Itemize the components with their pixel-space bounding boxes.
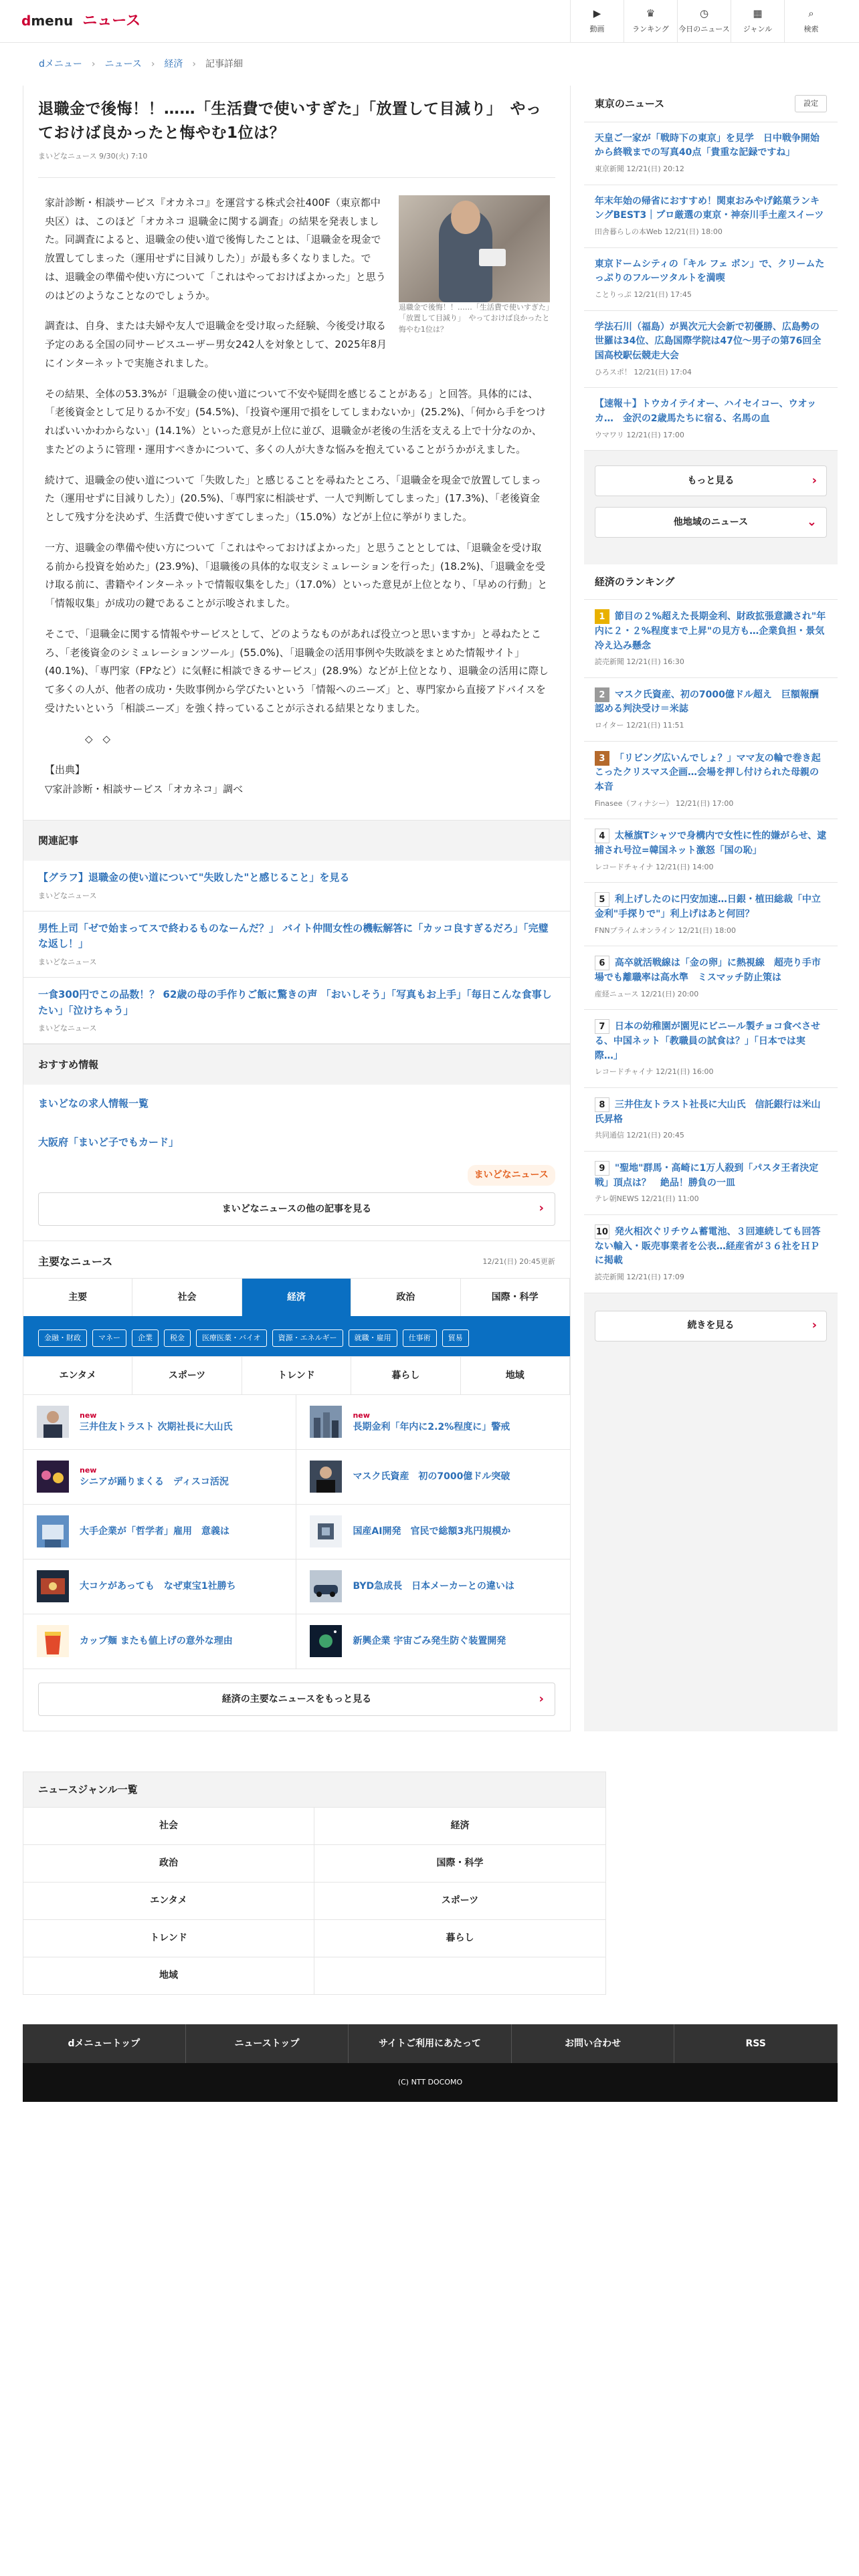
related-item[interactable]: 男性上司「ゼで始まってスで終わるものなーんだ？」 バイト仲間女性の機転解答に「カッコ良すぎるだろ」「完璧な返し！」 まいどなニュース [23, 911, 570, 978]
tokyo-news-item[interactable]: 天皇ご一家が「戦時下の東京」を見学 日中戦争開始から終戦までの写真40点「貴重な記録ですね」 東京新聞 12/21(日) 20:12 [584, 122, 838, 185]
news-thumbnail [310, 1515, 342, 1547]
breadcrumb-dmenu[interactable]: dメニュー [39, 58, 82, 70]
ranking-item[interactable]: 7 日本の幼稚園が園児にビニール製チョコ食べさせる、中国ネット「教職員の試食は？」「日本では実際…」 レコードチャイナ 12/21(日) 16:00 [584, 1010, 838, 1088]
genre-society[interactable]: 社会 [23, 1807, 314, 1844]
footer-rss[interactable]: RSS [674, 2024, 838, 2063]
chevron-right-icon: › [539, 1691, 544, 1706]
clock-icon: ◷ [699, 7, 709, 20]
tab-sports[interactable]: スポーツ [132, 1357, 242, 1394]
article-photo[interactable] [399, 195, 550, 302]
ranking-item[interactable]: 5 利上げしたのに円安加速…日銀・植田総裁「中立金利"手探りで"」利上げはあと何回？ FNNプライムオンライン 12/21(日) 18:00 [584, 883, 838, 946]
footer-dmenu-top[interactable]: dメニュートップ [23, 2024, 186, 2063]
chip[interactable]: 資源・エネルギー [272, 1329, 343, 1347]
genre-life[interactable]: 暮らし [314, 1919, 605, 1957]
article-paragraph: 一方、退職金の準備や使い方について「これはやっておけばよかった」と思うこととしては、「退職金を受け取る前から投資を始めた」(23.9%)、「退職後の具体的な収支シミュレーションを行った」(18.2%)、「退職金を受け取る前に、書籍やインターネットで情報収集をした」（17.0%）といった意見が上位となり、「早めの行動」と「情報収集」が成功の鍵であることが示唆されました。 [45, 541, 548, 610]
article [23, 86, 570, 798]
tokyo-news-item[interactable]: 東京ドームシティの「キル フェ ボン」で、クリームたっぷりのフルーツタルトを満喫 ことりっぷ 12/21(日) 17:45 [584, 248, 838, 311]
site-header [0, 0, 859, 43]
nav-genre[interactable]: ▦ ジャンル [731, 0, 784, 43]
grid-icon: ▦ [753, 7, 763, 20]
major-news-grid [23, 1394, 570, 1669]
video-icon: ▶ [593, 7, 601, 20]
nav-ranking[interactable]: ♛ ランキング [624, 0, 677, 43]
article-paragraph: そこで、「退職金に関する情報やサービスとして、どのようなものがあれば役立つと思いますか」と尋ねたところ、「老後資金のシミュレーションツール」(55.0%)、「退職金の活用事例や失敗談をまとめた情報サイト」(40.1%)、「専門家（FPなど）に気軽に相談できるサービス」(28.9%）などが上位となり、退職金の活用に際して多くの人が、他者の成功・失敗事例から学びたいという「情報へのニーズ」と、専門家から直接アドバイスを受けたいという「相談ニーズ」を強く持っていることが示される結果となりました。 [45, 627, 549, 714]
more-tokyo-button[interactable]: もっと見る › [595, 465, 827, 496]
news-item[interactable]: new シニアが踊りまくる ディスコ活況 [23, 1450, 296, 1505]
news-thumbnail [37, 1570, 69, 1602]
tokyo-news-item[interactable]: 学法石川（福島）が異次元大会新で初優勝、広島勢の世羅は34位、広島国際学院は47位〜男子の第76回全国高校駅伝競走大会 ひろスポ！ 12/21(日) 17:04 [584, 311, 838, 389]
more-ranking-button[interactable]: 続きを見る › [595, 1311, 827, 1341]
chip[interactable]: 金融・財政 [38, 1329, 87, 1347]
news-thumbnail [310, 1625, 342, 1657]
tab-main[interactable]: 主要 [23, 1279, 132, 1316]
genre-list [23, 1772, 606, 1995]
more-maidona-button[interactable]: まいどなニュースの他の記事を見る › [38, 1192, 555, 1226]
article-title: 退職金で後悔！！……「生活費で使いすぎた」「放置して目減り」 やっておけば良かったと悔やむ1位は？ [38, 100, 542, 142]
tokyo-news [584, 86, 838, 552]
news-thumbnail [37, 1515, 69, 1547]
footer [0, 2024, 859, 2102]
article-paragraph: その結果、全体の53.3%が「退職金の使い道について不安や疑問を感じることがある」と回答。具体的には、「老後資金として足りるか不安」(54.5%)、「投資や運用で損をしてしまわないか」(25.2%)、「何から手をつければいいかわからない」(14.1%）といった意見が上位に並び、退職金が老後の生活を支える上で十分なのか、またどのように管理・運用すべきかについて、多くの人が大きな悩みを抱えていることがうかがえました。 [45, 387, 546, 455]
tab-society[interactable]: 社会 [132, 1279, 242, 1316]
news-item[interactable]: BYD急成長 日本メーカーとの違いは [296, 1560, 569, 1614]
news-thumbnail [37, 1461, 69, 1493]
header-nav [570, 0, 838, 43]
chip[interactable]: 医療医薬・バイオ [196, 1329, 267, 1347]
major-news-heading: 主要なニュース [38, 1255, 113, 1268]
ranking-item[interactable]: 1 節目の２%超えた長期金利、財政拡張意識され"年内に２・２%程度まで上昇"の見方も…企業負担・景気冷え込み懸念 読売新聞 12/21(日) 16:30 [584, 600, 838, 678]
other-region-dropdown[interactable]: 他地域のニュース ⌄ [595, 507, 827, 538]
major-news-updated: 12/21(日) 20:45更新 [482, 1257, 555, 1266]
chip[interactable]: 企業 [132, 1329, 159, 1347]
ranking-heading: 経済のランキング [594, 576, 675, 588]
more-economy-button[interactable]: 経済の主要なニュースをもっと見る › [38, 1683, 555, 1716]
major-news-header [23, 1241, 570, 1279]
chip[interactable]: 仕事術 [403, 1329, 437, 1347]
news-thumbnail [37, 1406, 69, 1438]
news-thumbnail [310, 1406, 342, 1438]
figure-caption: 退職金で後悔！！……「生活費で使いすぎた」「放置して目減り」 やっておけば良かったと悔やむ1位は？ [398, 302, 550, 334]
recommend-heading: おすすめ情報 [23, 1044, 570, 1085]
settings-button[interactable]: 設定 [795, 95, 827, 112]
related-item[interactable]: 一食300円でこの品数！？ 62歳の母の手作りご飯に驚きの声 「おいしそう」「写真もお上手」「毎日こんな食事したい」「泣けちゃう」 まいどなニュース [23, 978, 570, 1044]
economy-ranking [584, 564, 838, 1358]
crown-icon: ♛ [646, 7, 656, 20]
search-icon: ⌕ [808, 7, 814, 20]
tokyo-news-item[interactable]: 【速報＋】トウカイテイオー、ハイセイコー、ウオッカ… 金沢の2歳馬たちに宿る、名馬の血 ウマワリ 12/21(日) 17:00 [584, 388, 838, 451]
breadcrumb-current: 記事詳細 [205, 58, 244, 70]
article-paragraph: 続けて、退職金の使い道について「失敗した」と感じることを尋ねたところ、「退職金を現金で放置してしまった（運用せずに目減りした）」(20.5%)、「専門家に相談せず、一人で判断してしまった」(17.3%)、「老後資金として残す分を決めず、生活費で使いすぎてしまった」（15.0%）などが上位に挙がりました。 [45, 473, 541, 524]
chevron-right-icon: › [539, 1201, 544, 1216]
news-thumbnail [310, 1570, 342, 1602]
tokyo-news-heading: 東京のニュース [594, 97, 665, 110]
tab-politics[interactable]: 政治 [351, 1279, 460, 1316]
genre-empty [314, 1957, 605, 1994]
footer-nav [23, 2024, 838, 2063]
breadcrumb-news[interactable]: ニュース [104, 58, 142, 70]
article-figure[interactable] [399, 195, 550, 336]
ranking-item[interactable]: 8 三井住友トラスト社長に大山氏 信託銀行は米山氏昇格 共同通信 12/21(日) 20:45 [584, 1088, 838, 1152]
article-body [38, 178, 555, 799]
genre-entame[interactable]: エンタメ [23, 1882, 314, 1919]
footer-news-top[interactable]: ニューストップ [186, 2024, 349, 2063]
tab-local[interactable]: 地域 [461, 1357, 570, 1394]
news-item[interactable]: new 長期金利「年内に2.2%程度に」警戒 [296, 1395, 569, 1450]
footer-terms[interactable]: サイトご利用にあたって [349, 2024, 512, 2063]
genre-local[interactable]: 地域 [23, 1957, 314, 1994]
recommend-item[interactable]: 大阪府「まいど子でもカード」 [38, 1136, 179, 1149]
nav-video[interactable]: ▶ 動画 [570, 0, 624, 43]
ranking-item[interactable]: 10 発火相次ぐリチウム蓄電池、３回連続しても回答ない輸入・販売事業者を公表…経産省が３６社をＨＰに掲載 読売新聞 12/21(日) 17:09 [584, 1215, 838, 1293]
genre-heading: ニュースジャンル一覧 [23, 1772, 605, 1807]
ranking-item[interactable]: 2 マスク氏資産、初の7000億ドル超え 巨額報酬認める判決受け＝米誌 ロイター 12/21(日) 11:51 [584, 678, 838, 742]
dmenu-logo[interactable]: dmenu [21, 12, 74, 29]
main-column [23, 86, 571, 1731]
article-separator: ◇ ◇ [85, 732, 111, 745]
chip[interactable]: 就職・雇用 [349, 1329, 397, 1347]
news-item[interactable]: 大コケがあっても なぜ東宝1社勝ち [23, 1560, 296, 1614]
chevron-down-icon: ⌄ [806, 514, 817, 529]
tab-life[interactable]: 暮らし [351, 1357, 460, 1394]
ranking-item[interactable]: 6 高卒就活戦線は「金の卵」に熱視線 超売り手市場でも離職率は高水準 ミスマッチ防止策は 産経ニュース 12/21(日) 20:00 [584, 946, 838, 1010]
news-item[interactable]: カップ麺 またも値上げの意外な理由 [23, 1614, 296, 1669]
news-logo[interactable]: ニュース [82, 12, 141, 29]
genre-economy[interactable]: 経済 [314, 1807, 605, 1844]
news-thumbnail [37, 1625, 69, 1657]
breadcrumb: dメニュー › ニュース › 経済 › 記事詳細 [0, 43, 859, 86]
recommend-item[interactable]: まいどなの求人情報一覧 [38, 1097, 149, 1110]
news-item[interactable]: 大手企業が「哲学者」雇用 意義は [23, 1505, 296, 1560]
article-paragraph: 家計診断・相談サービス『オカネコ』を運営する株式会社400F（東京都中央区）は、このほど「オカネコ 退職金に関する調査」の結果を発表しました。同調査によると、退職金の使い道で後悔したことは、「退職金を現金で放置してしまった（運用せずに目減りした）」が最も多くなりました。では、退職金の準備や使い方について「これはやっておけばよかった」と思うのはどのようなことなのでしょうか。 [45, 196, 386, 302]
major-tabs [23, 1278, 570, 1316]
major-tabs-2 [23, 1356, 570, 1394]
news-item[interactable]: 新興企業 宇宙ごみ発生防ぐ装置開発 [296, 1614, 569, 1669]
ranking-item[interactable]: 4 太極旗Tシャツで身構内で女性に性的嫌がらせ、逮捕され号泣=韓国ネット激怒「国の恥」 レコードチャイナ 12/21(日) 14:00 [584, 819, 838, 883]
article-source: 【出典】 ▽家計診断・相談サービス「オカネコ」調べ [45, 764, 244, 795]
genre-international[interactable]: 国際・科学 [314, 1844, 605, 1882]
genre-politics[interactable]: 政治 [23, 1844, 314, 1882]
tab-entame[interactable]: エンタメ [23, 1357, 132, 1394]
news-item[interactable]: new 三井住友トラスト 次期社長に大山氏 [23, 1395, 296, 1450]
related-list [23, 861, 570, 1044]
related-heading: 関連記事 [23, 820, 570, 861]
maidona-logo: まいどなニュース [23, 1160, 570, 1192]
related-item[interactable]: 【グラフ】退職金の使い道について"失敗した"と感じること」を見る まいどなニュース [23, 861, 570, 911]
sidebar [584, 86, 838, 1731]
genre-sports[interactable]: スポーツ [314, 1882, 605, 1919]
news-item[interactable]: マスク氏資産 初の7000億ドル突破 [296, 1450, 569, 1505]
article-meta: まいどなニュース 9/30(火) 7:10 [38, 150, 555, 178]
tab-trend[interactable]: トレンド [242, 1357, 351, 1394]
news-thumbnail [310, 1461, 342, 1493]
genre-trend[interactable]: トレンド [23, 1919, 314, 1957]
copyright: (C) NTT DOCOMO [23, 2063, 838, 2102]
ranking-item[interactable]: 9 "聖地"群馬・高崎に1万人殺到「パスタ王者決定戦」頂点は？ 絶品！勝負の一皿 テレ朝NEWS 12/21(日) 11:00 [584, 1152, 838, 1215]
footer-contact[interactable]: お問い合わせ [512, 2024, 675, 2063]
chevron-right-icon: › [812, 473, 817, 488]
article-paragraph: 調査は、自身、または夫婦や友人で退職金を受け取った経験、今後受け取る予定のある全国の同サービスユーザー男女242人を対象として、2025年8月にインターネットで実施されました。 [45, 320, 387, 369]
news-item[interactable]: 国産AI開発 官民で総額3兆円規模か [296, 1505, 569, 1560]
logo[interactable] [21, 9, 140, 33]
nav-search[interactable]: ⌕ 検索 [784, 0, 838, 43]
chip[interactable]: 税金 [164, 1329, 191, 1347]
subcategory-chips [23, 1316, 570, 1356]
ranking-item[interactable]: 3 「リビング広いんでしょ？」ママ友の輪で巻き起こったクリスマス企画…会場を押し付けられた母親の本音 Finasee（フィナシー） 12/21(日) 17:00 [584, 742, 838, 820]
chevron-right-icon: › [812, 1318, 817, 1333]
tab-international[interactable]: 国際・科学 [461, 1279, 570, 1316]
chip[interactable]: 貿易 [442, 1329, 469, 1347]
breadcrumb-economy[interactable]: 経済 [164, 58, 183, 70]
tab-economy[interactable]: 経済 [242, 1279, 351, 1316]
chip[interactable]: マネー [92, 1329, 126, 1347]
tokyo-news-item[interactable]: 年末年始の帰省におすすめ！関東おみやげ銘菓ランキングBEST3｜プロ厳選の東京・神奈川手土産スイーツ 田舎暮らしの本Web 12/21(日) 18:00 [584, 185, 838, 248]
nav-today[interactable]: ◷ 今日のニュース [677, 0, 731, 43]
